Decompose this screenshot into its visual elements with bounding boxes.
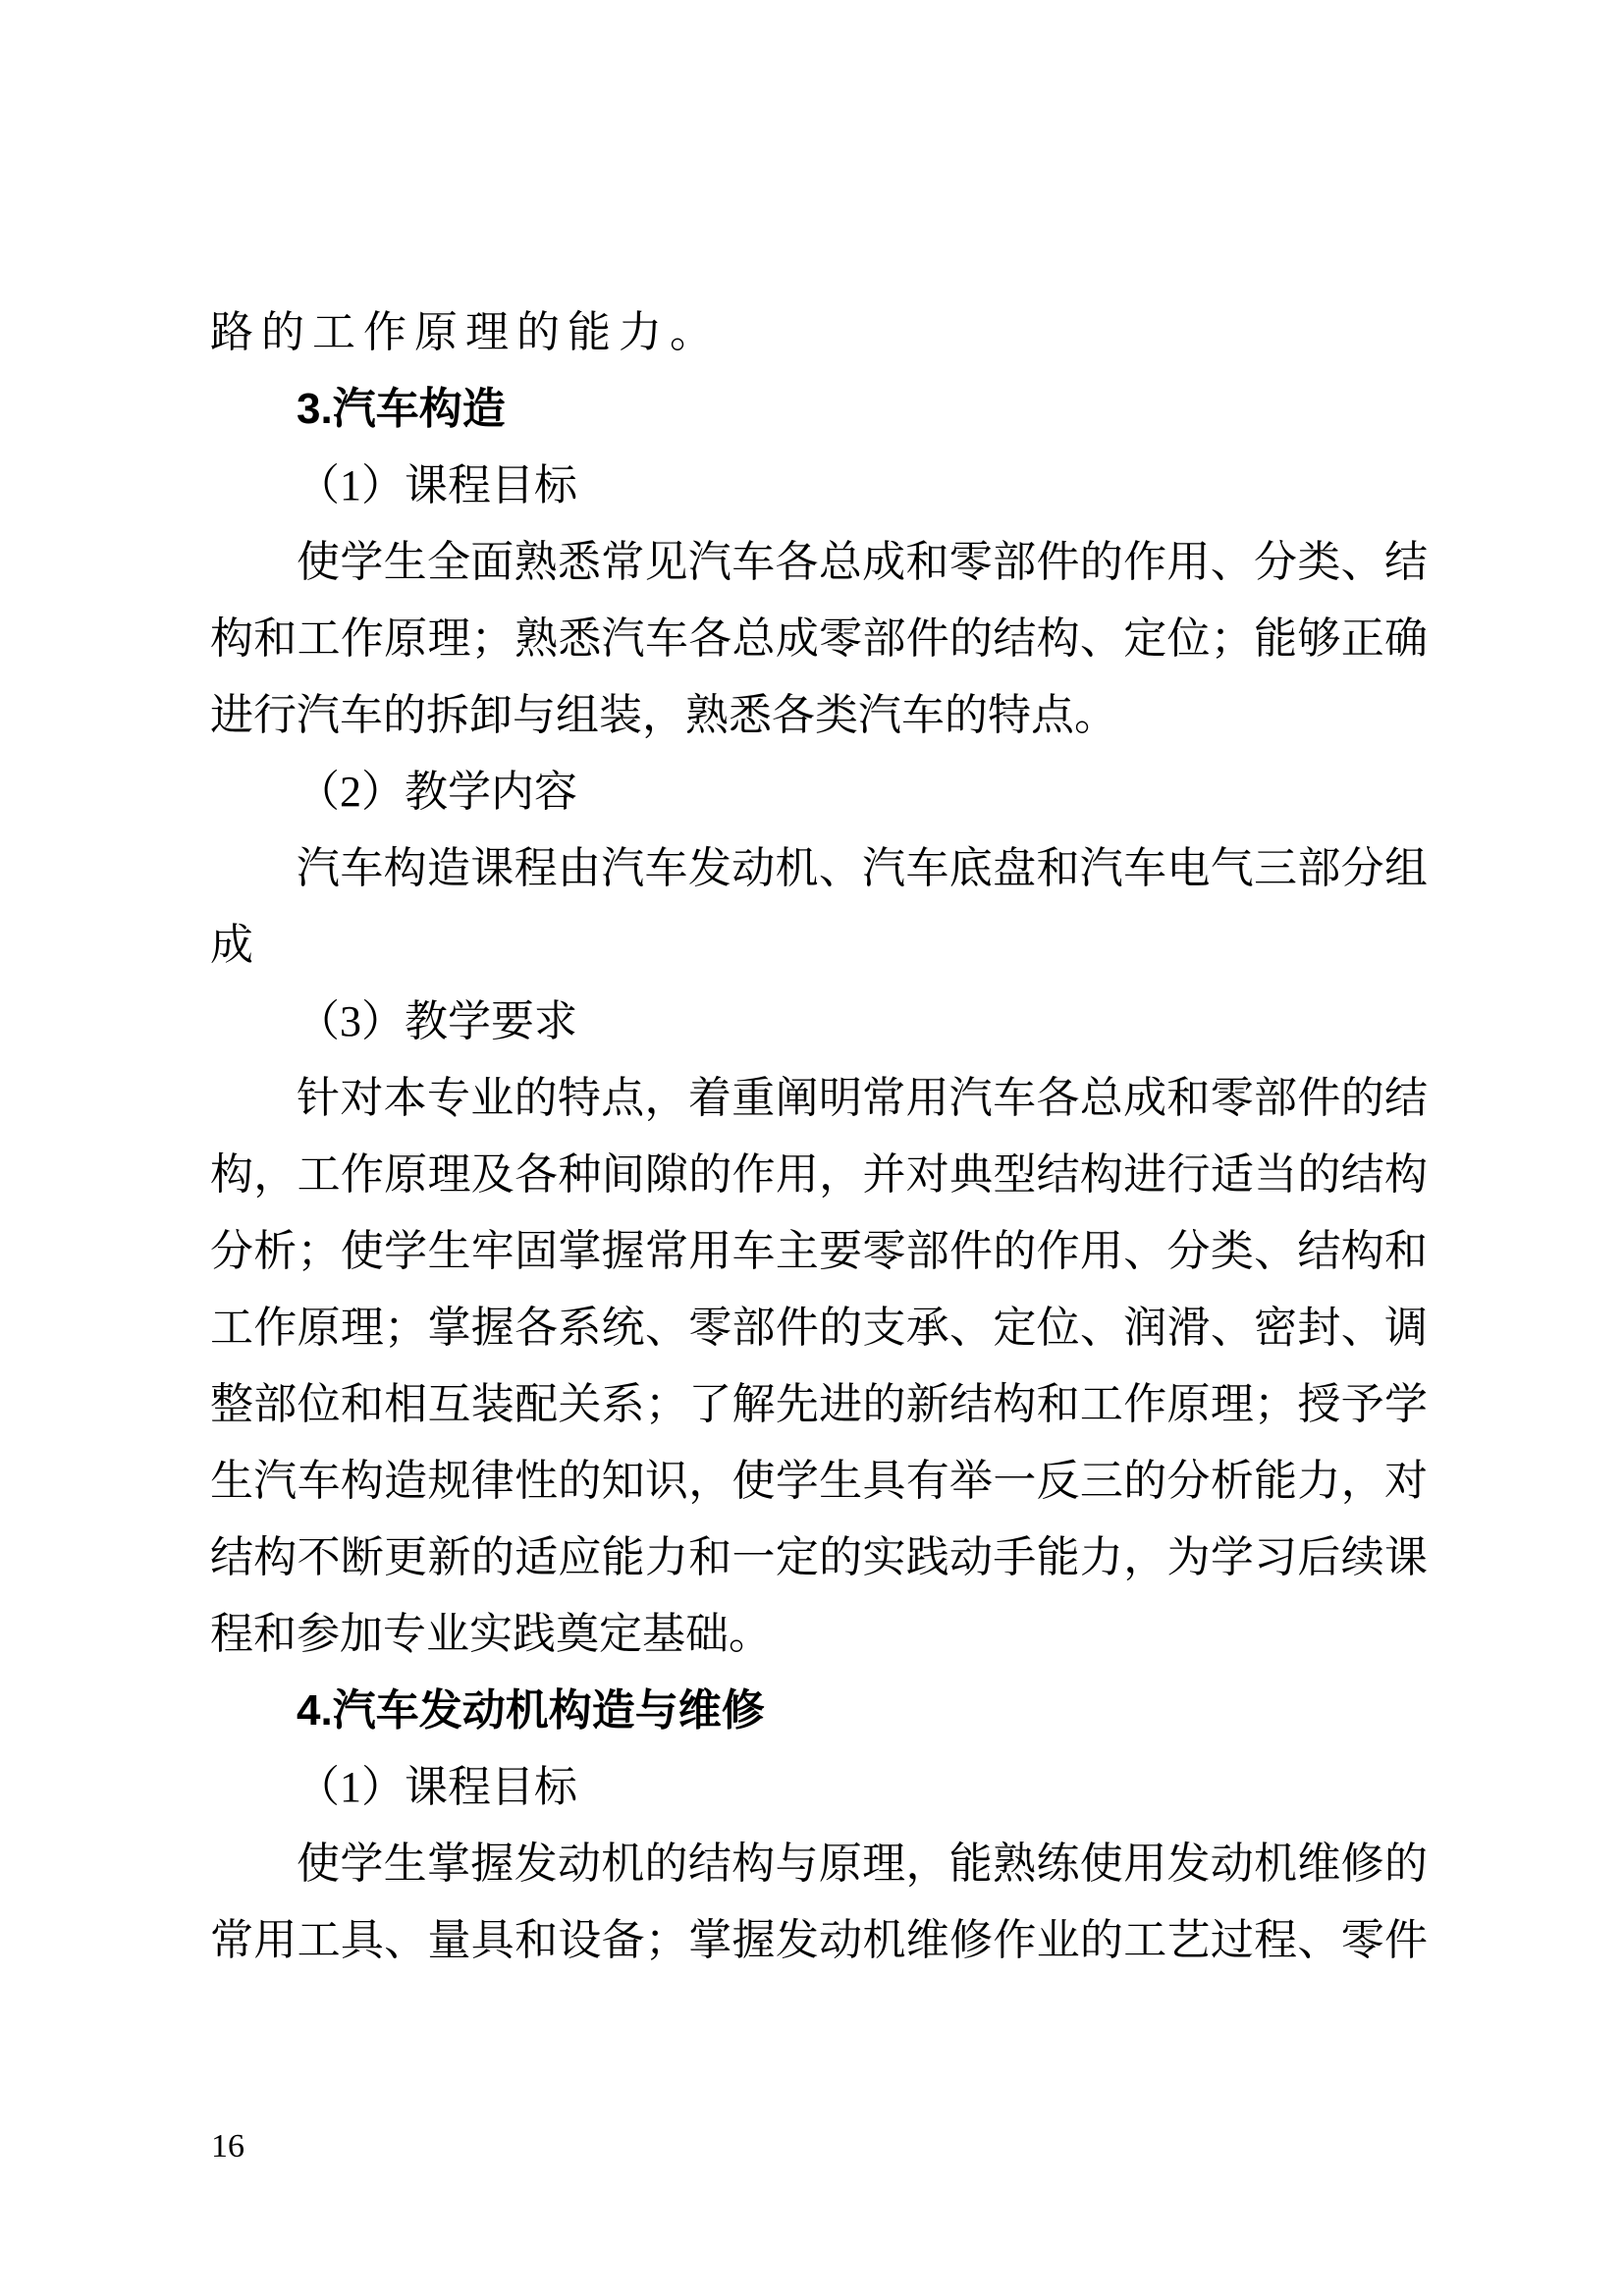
text-line: 生汽车构造规律性的知识，使学生具有举一反三的分析能力，对 (210, 1457, 1428, 1505)
text-line: （2）教学内容 (297, 768, 577, 816)
text-line: 工作原理；掌握各系统、零部件的支承、定位、润滑、密封、调 (210, 1304, 1428, 1352)
text-line: 使学生掌握发动机的结构与原理，能熟练使用发动机维修的 (297, 1840, 1428, 1888)
text-line: （1）课程目标 (297, 1763, 577, 1811)
text-line: 成 (210, 921, 253, 969)
text-line: （3）教学要求 (297, 997, 577, 1045)
text-line: 构和工作原理；熟悉汽车各总成零部件的结构、定位；能够正确 (210, 614, 1428, 663)
text-line: 针对本专业的特点，着重阐明常用汽车各总成和零部件的结 (297, 1074, 1428, 1122)
text-line: 构，工作原理及各种间隙的作用，并对典型结构进行适当的结构 (210, 1150, 1428, 1199)
text-line: 整部位和相互装配关系；了解先进的新结构和工作原理；授予学 (210, 1380, 1428, 1428)
heading-line: 4.汽车发动机构造与维修 (297, 1686, 765, 1735)
text-line: 汽车构造课程由汽车发动机、汽车底盘和汽车电气三部分组 (297, 844, 1428, 892)
text-line: 使学生全面熟悉常见汽车各总成和零部件的作用、分类、结 (297, 538, 1428, 586)
text-line: 结构不断更新的适应能力和一定的实践动手能力，为学习后续课 (210, 1533, 1428, 1581)
text-line: 路的工作原理的能力。 (210, 308, 721, 356)
text-line: 进行汽车的拆卸与组装，熟悉各类汽车的特点。 (210, 691, 1117, 739)
heading-line: 3.汽车构造 (297, 385, 506, 433)
page-number: 16 (211, 2128, 244, 2164)
page-text (210, 294, 1428, 1979)
text-line: 程和参加专业实践奠定基础。 (210, 1610, 772, 1658)
text-line: （1）课程目标 (297, 461, 577, 509)
text-line: 分析；使学生牢固掌握常用车主要零部件的作用、分类、结构和 (210, 1227, 1428, 1275)
text-line: 常用工具、量具和设备；掌握发动机维修作业的工艺过程、零件 (210, 1916, 1428, 1964)
